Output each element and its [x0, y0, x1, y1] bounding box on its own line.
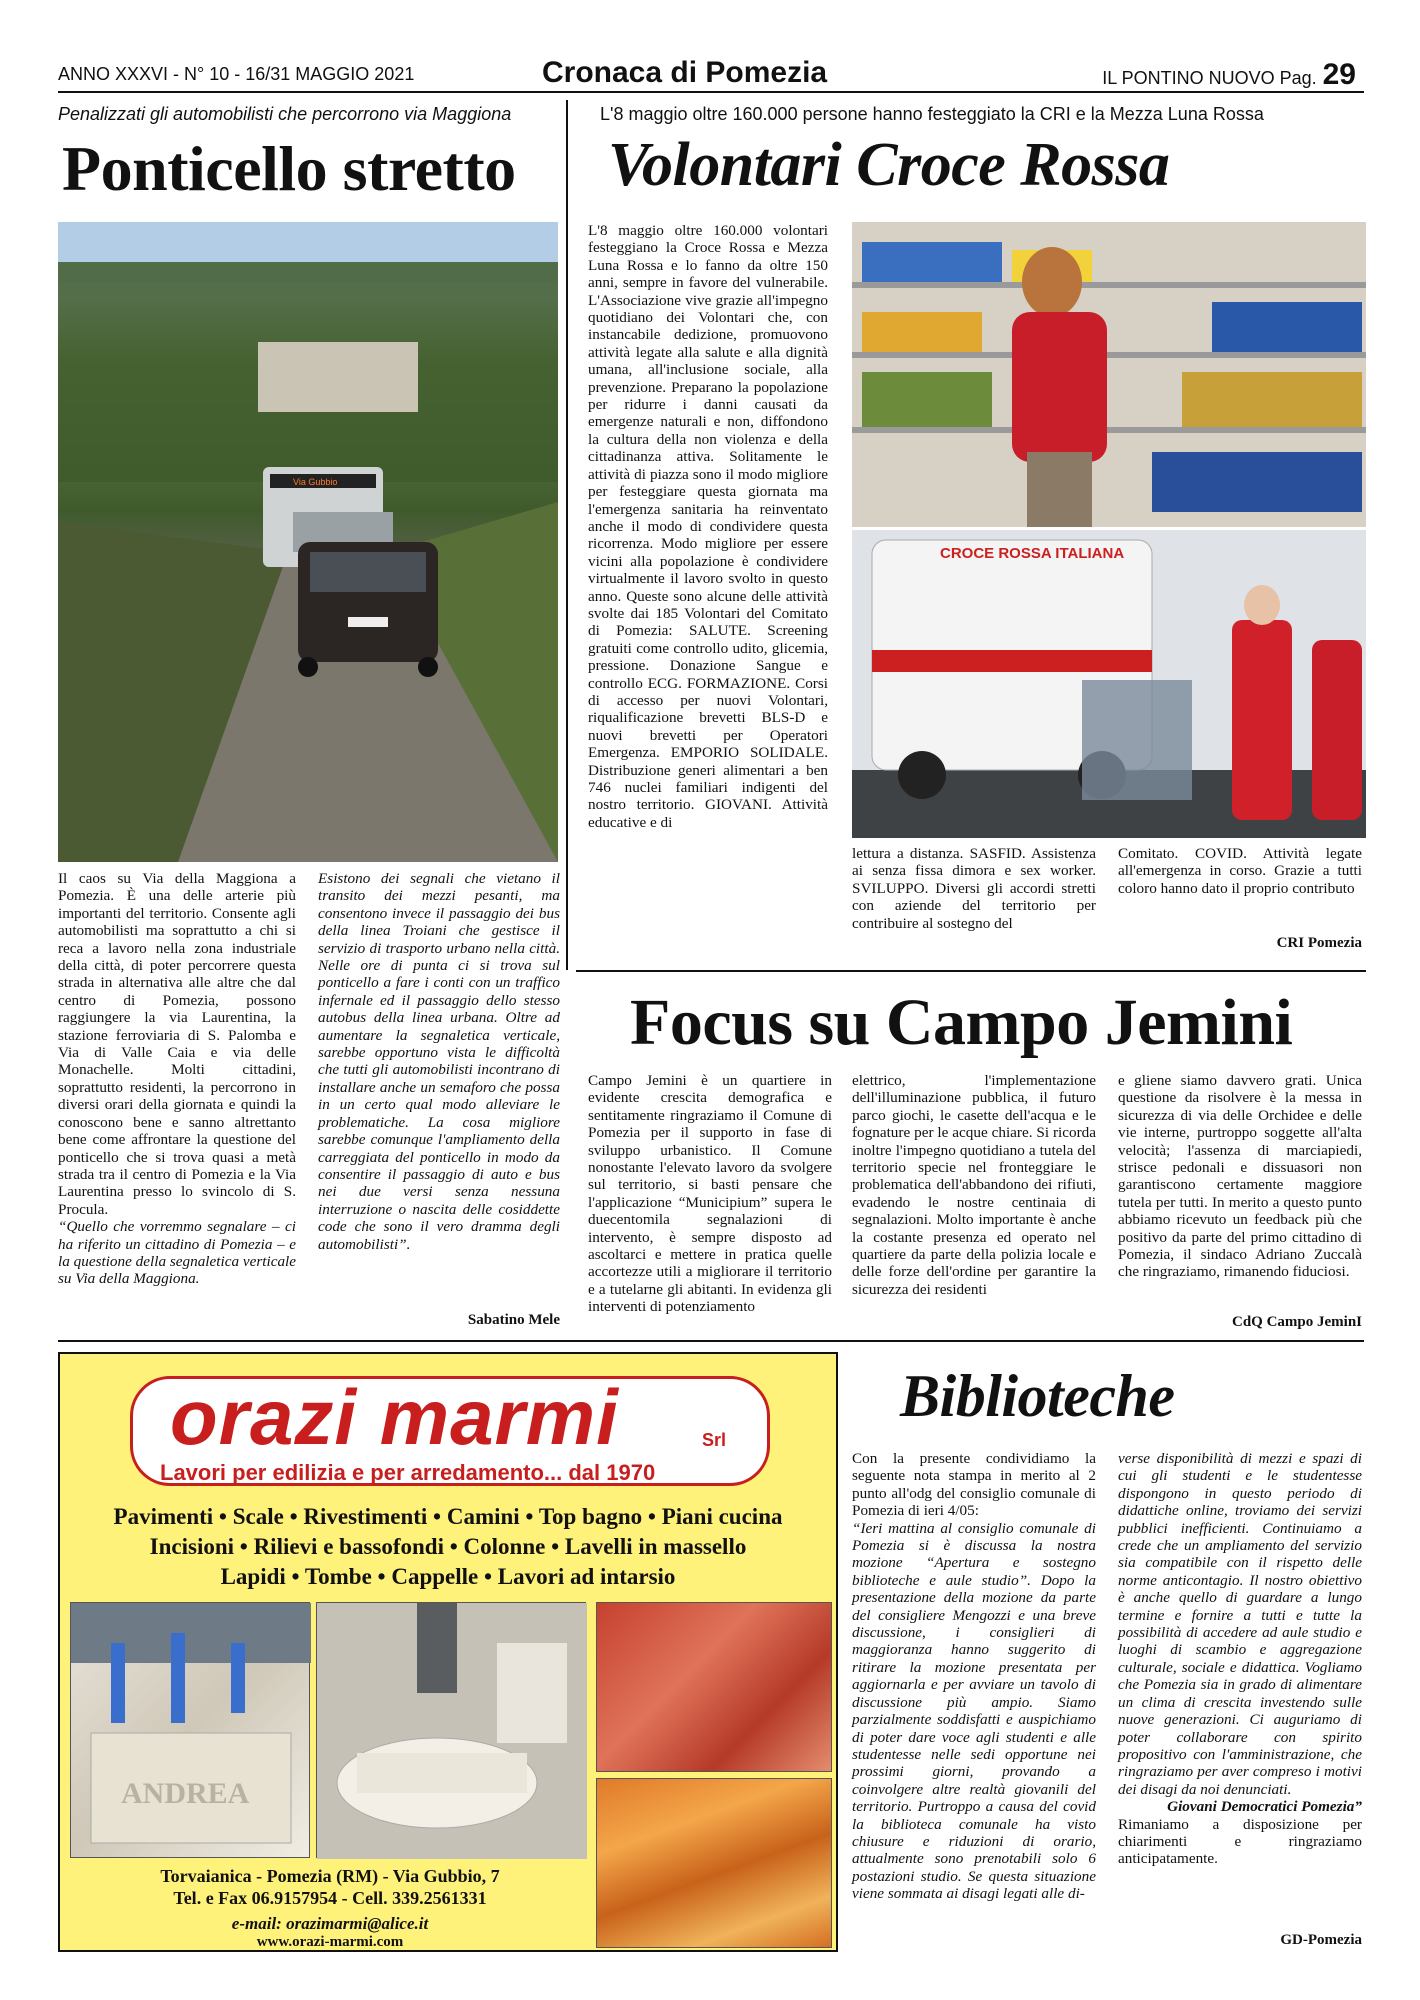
ad-services-3: Lapidi • Tombe • Cappelle • Lavori ad intarsio	[220, 1564, 676, 1589]
ambulance-photo	[852, 530, 1366, 838]
biblioteche-column-2	[1118, 1450, 1362, 1868]
ambulance-illustration	[852, 530, 1366, 838]
engraved-text: ANDREA	[121, 1777, 250, 1810]
red-marble-sample	[596, 1602, 832, 1772]
biblioteche-author: Giovani Democratici Pomezia”	[1167, 1798, 1362, 1816]
orange-marble-sample	[596, 1778, 832, 1948]
page-number: 29	[1322, 58, 1356, 91]
road-illustration	[58, 222, 558, 862]
ad-website: www.orazi-marmi.com	[256, 1934, 404, 1950]
road-photo	[58, 222, 558, 862]
ad-engraving-photo	[70, 1602, 310, 1858]
ad-services-1: Pavimenti • Scale • Rivestimenti • Camini • Top bagno • Piani cucina	[113, 1504, 783, 1529]
ad-brand-suffix: Srl	[702, 1430, 727, 1450]
croce-rossa-column-3	[1118, 845, 1362, 897]
biblioteche-signature: GD-Pomezia	[1280, 1932, 1362, 1948]
orazi-marmi-ad	[58, 1352, 838, 1952]
publication-line	[1102, 58, 1356, 92]
ad-brand: orazi marmi	[170, 1373, 619, 1461]
ad-sculpture-photo	[316, 1602, 586, 1858]
column-divider	[566, 100, 568, 970]
biblioteche-headline: Biblioteche	[900, 1363, 1175, 1429]
croce-rossa-signature: CRI Pomezia	[1276, 935, 1362, 951]
ponticello-text: Esistono dei segnali che vietano il transito dei mezzi pesanti, ma consentono invece il passaggio dei bus della linea Troiani che gestisce il servizio di trasporto urbano nella città. Nelle ore di punta ci si trova sul ponticello a fare i conti con un traffico infernale ed il passaggio dello stesso autobus della linea urbana. Oltre ad aumentare la segnaletica verticale, sarebbe opportuno vista le difficoltà che tutti gli automobilisti incontrano di installare anche un semaforo che possa in un certo qual modo alleviare le problematiche. La cosa migliore sarebbe comunque l'ampliamento della carreggiata del ponticello in modo da consentire il passaggio di auto e bus nei due versi senza nessuna interruzione o nascita delle cosiddette code che sono il vero dramma degli automobilisti”.	[318, 870, 560, 1253]
sculpture-illustration	[317, 1603, 587, 1859]
croce-rossa-text: Comitato. COVID. Attività legate all'emergenza in corso. Grazie a tutti coloro hanno dato il proprio contributo	[1118, 845, 1362, 897]
issue-line: ANNO XXXVI - N° 10 - 16/31 MAGGIO 2021	[58, 64, 415, 84]
ambulance-label: CROCE ROSSA ITALIANA	[940, 545, 1125, 562]
biblioteche-column-1	[852, 1450, 1096, 1903]
campo-jemini-column-2	[852, 1072, 1096, 1298]
header-rule	[58, 91, 1364, 93]
campo-jemini-column-1	[588, 1072, 832, 1316]
ponticello-column-2	[318, 870, 560, 1253]
ad-address: Torvaianica - Pomezia (RM) - Via Gubbio, 7	[160, 1866, 500, 1886]
campo-jemini-text: Campo Jemini è un quartiere in evidente crescita demografica e sentitamente ringraziamo il Comune di Pomezia per il supporto in fase di sviluppo urbanistico. Il Comune nonostante l'elevato lavoro da svolgere sul territorio, si basti pensare che l'applicazione “Municipium” supera le duecentomila segnalazioni di intervento, è sempre disposto ad ascoltarci e mettere in pratica quelle accortezze utili a migliorare il territorio e a tutelarne gli abitanti. In evidenza gli interventi di potenziamento	[588, 1072, 832, 1316]
ponticello-text: Il caos su Via della Maggiona a Pomezia. È una delle arterie più importanti del territorio. Consente agli automobilisti ma soprattutto a chi si reca a lavoro nella zona industriale della città, di poter percorrere questa strada in alternativa alle altre che dal centro di Pomezia, possono raggiungere la via Laurentina, la stazione ferroviaria di S. Palomba e Via di Valle Caia e via delle Monachelle. Molti cittadini, soprattutto residenti, la percorrono in diversi orari della giornata e quindi la conoscono bene e sanno altrettanto bene come affrontare la questione del ponticello che si trova quasi a metà strada tra il centro di Pomezia e la Via Laurentina presso lo svincolo di S. Procula.	[58, 870, 296, 1218]
campo-jemini-text: elettrico, l'implementazione dell'illuminazione pubblica, il futuro parco giochi, le casette dell'acqua e le fognature per le acque chiare. Si ricorda inoltre l'impegno quotidiano a tutela del territorio specie nel fronteggiare le problematica dell'abbandono dei rifiuti, evadendo le nostre centinaia di segnalazioni. Molto importante è anche la costante presenza ed operato nel quartiere da parte della polizia locale e delle forze dell'ordine per garantire la sicurezza dei residenti	[852, 1072, 1096, 1298]
ponticello-kicker: Penalizzati gli automobilisti che percorrono via Maggiona	[58, 104, 512, 124]
campo-jemini-column-3	[1118, 1072, 1362, 1281]
ad-phone: Tel. e Fax 06.9157954 - Cell. 339.2561331	[173, 1888, 487, 1908]
campo-jemini-headline: Focus su Campo Jemini	[630, 986, 1293, 1059]
biblioteche-closing: Rimaniamo a disposizione per chiarimenti e ringraziamo anticipatamente.	[1118, 1815, 1362, 1868]
section-title: Cronaca di Pomezia	[542, 56, 828, 89]
ponticello-headline: Ponticello stretto	[62, 133, 516, 204]
bus-destination-sign: Via Gubbio	[293, 477, 338, 487]
publication-name: IL PONTINO NUOVO Pag.	[1102, 68, 1317, 88]
croce-rossa-column-1	[588, 222, 828, 831]
croce-rossa-kicker: L'8 maggio oltre 160.000 persone hanno festeggiato la CRI e la Mezza Luna Rossa	[600, 104, 1264, 124]
biblioteche-intro: Con la presente condividiamo la seguente nota stampa in merito al 2 punto all'odg del consiglio comunale di Pomezia di ieri 4/05:	[852, 1450, 1096, 1520]
ponticello-signature: Sabatino Mele	[467, 1312, 560, 1328]
croce-rossa-headline: Volontari Croce Rossa	[608, 131, 1170, 199]
ad-services-2: Incisioni • Rilievi e bassofondi • Colonne • Lavelli in massello	[149, 1534, 747, 1559]
ponticello-quote: “Quello che vorremmo segnalare – ci ha riferito un cittadino di Pomezia – e la questione della segnaletica verticale su Via della Maggiona.	[58, 1218, 296, 1288]
campo-jemini-signature: CdQ Campo JeminI	[1231, 1314, 1362, 1330]
croce-rossa-column-2	[852, 845, 1096, 932]
section-rule	[576, 970, 1366, 972]
ad-tagline: Lavori per edilizia e per arredamento... dal 1970	[160, 1460, 656, 1485]
engraving-machine-illustration	[71, 1603, 311, 1859]
ad-email: e-mail: orazimarmi@alice.it	[231, 1914, 429, 1933]
croce-rossa-text: lettura a distanza. SASFID. Assistenza ai senza fissa dimora e sex worker. SVILUPPO. Diversi gli accordi stretti con aziende del territorio per contribuire al sostegno del	[852, 845, 1096, 932]
biblioteche-quote: “Ieri mattina al consiglio comunale di Pomezia si è discussa la nostra mozione “Apertura e sostegno biblioteche e aule studio”. Dopo la presentazione della mozione da parte del consigliere Mengozzi e una breve discussione, i consiglieri di maggioranza hanno suggerito di ritirare la mozione presentata per aggiornarla e per avviare un tavolo di discussione più ampio. Siamo parzialmente soddisfatti e auspichiamo di poter dare voce agli studenti e alle studentesse nelle sedi opportune nei prossimi giorni, provando a coinvolgere altre realtà giovanili del territorio. Purtroppo a causa del covid la biblioteca comunale ha visto chiusure e riduzioni di orario, attualmente sono prenotabili solo 6 postazioni studio. Se questa situazione viene sommata ai disagi legati alle di-	[852, 1519, 1096, 1903]
ponticello-column-1	[58, 870, 296, 1288]
biblioteche-quote: verse disponibilità di mezzi e spazi di cui gli studenti e le studentesse dispongono in questo periodo di didattiche online, troviamo dei servizi pubblici inefficienti. Continuiamo a crede che un ampliamento del servizio sia compatibile con il rispetto delle norme anticontagio. Il nostro obiettivo è anche quello di guardare a lungo termine e fornire a tutti e tutte la possibilità di accedere ad aule studio e luoghi di scambio e aggregazione culturale, sociale e didattica. Vogliamo che Pomezia sia in grado di alimentare un clima di crescita investendo sulle nuove generazioni. Ci auguriamo di poter collaborare con spirito propositivo con l'amministrazione, che ringraziamo per aver compreso i motivi dei disagi da noi denunciati.	[1118, 1450, 1362, 1798]
campo-jemini-text: e gliene siamo davvero grati. Unica questione da risolvere è la messa in sicurezza di via delle Orchidee e delle vie interne, purtroppo soggette all'alta velocità; l'assenza di marciapiedi, strisce pedonali e dissuasori non garantiscono certamente maggiore tutela per tutti. In merito a questo punto abbiamo ricevuto un feedback più che positivo da parte del primo cittadino di Pomezia, il sindaco Adriano Zuccalà che ringraziamo, rimanendo fiduciosi.	[1118, 1072, 1362, 1281]
food-bank-photo	[852, 222, 1366, 527]
section-rule	[58, 1340, 1364, 1342]
food-shelves-illustration	[852, 222, 1366, 527]
croce-rossa-text: L'8 maggio oltre 160.000 volontari festeggiano la Croce Rossa e Mezza Luna Rossa e lo fanno da oltre 150 anni, sempre in favore del vulnerabile. L'Associazione vive grazie all'impegno quotidiano dei Volontari che, con instancabile dedizione, promuovono attività legate alla salute e alla dignità umana, all'inclusione sociale, alla prevenzione. Preparano la popolazione per ridurre i danni causati da emergenze naturali e non, diffondono la cultura della non violenza e della cittadinanza attiva. Solitamente le attività di piazza sono il modo migliore per festeggiare questa giornata ma l'emergenza sanitaria ha reinventato anche il modo di condividere questa ricorrenza. Modo migliore per essere vicini alla popolazione è condividere virtualmente il lavoro svolto in questo anno. Queste sono alcune delle attività svolte dai 185 Volontari del Comitato di Pomezia: SALUTE. Screening gratuiti come controllo udito, glicemia, pressione. Donazione Sangue e controllo ECG. FORMAZIONE. Corsi di accesso per nuovi Volontari, riqualificazione brevetti BLS-D e nuovi brevetti per Operatori Emergenza. EMPORIO SOLIDALE. Distribuzione generi alimentari a ben 746 nuclei familiari indigenti del nostro territorio. GIOVANI. Attività educative e di	[588, 222, 828, 831]
